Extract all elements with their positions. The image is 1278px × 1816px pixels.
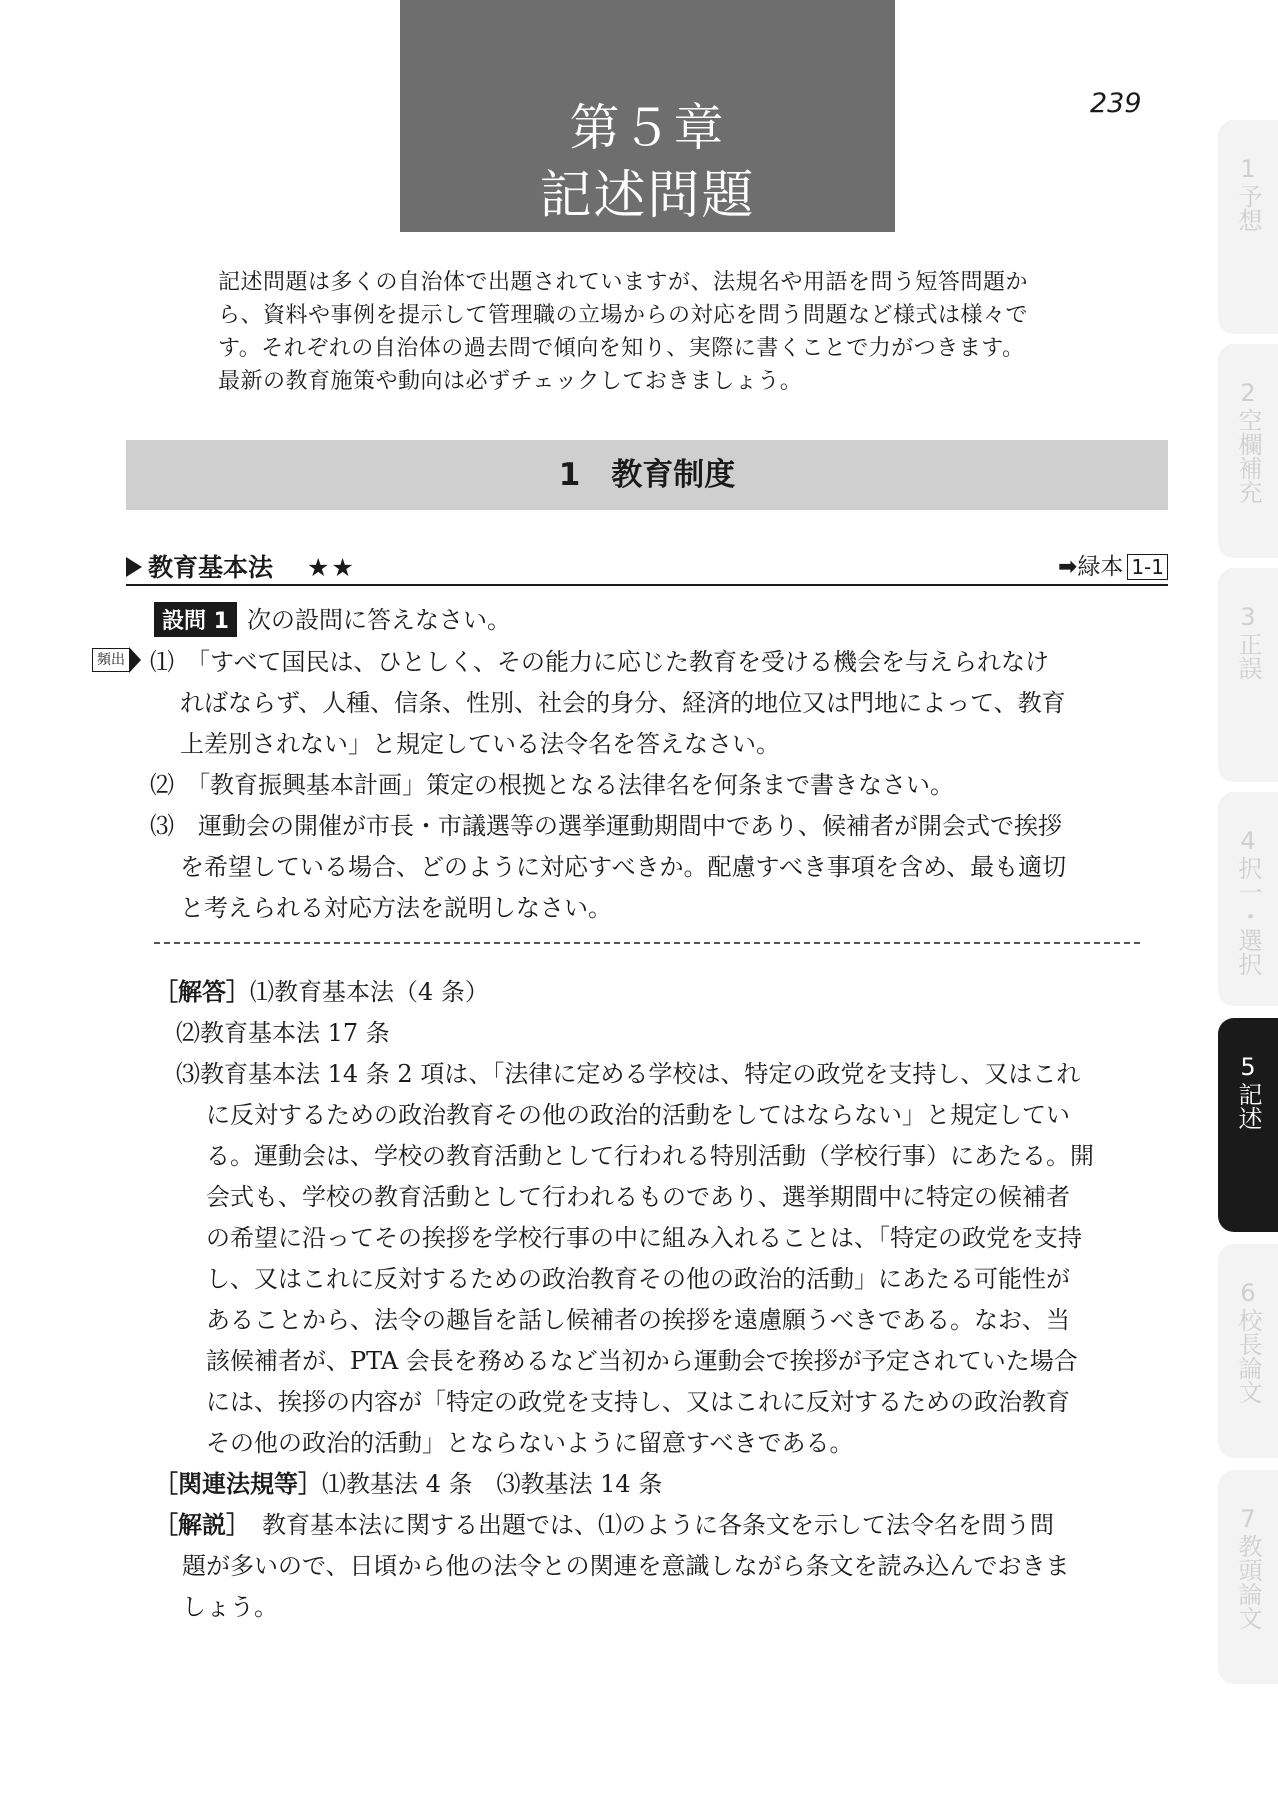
frequent-tag-label: 頻出 xyxy=(97,652,125,668)
answer-block xyxy=(154,972,1154,1628)
side-tab-2[interactable] xyxy=(1218,344,1278,558)
side-tab-1[interactable] xyxy=(1218,120,1278,334)
side-tab-5[interactable] xyxy=(1218,1018,1278,1232)
chapter-number: 第５章 xyxy=(569,99,726,157)
side-tab-label: 記述 xyxy=(1234,1082,1262,1130)
chapter-header xyxy=(400,0,895,232)
side-tab-number: 6 xyxy=(1240,1279,1256,1307)
question-instruction: 次の設問に答えなさい。 xyxy=(246,606,511,634)
explanation-line: 題が多いので、日頃から他の法令との関連を意識しながら条文を読み込んでおきま xyxy=(182,1552,1070,1580)
chapter-title: 記述問題 xyxy=(539,166,756,226)
question-body xyxy=(150,642,1150,929)
side-tab-number: 4 xyxy=(1240,827,1256,855)
side-tab-7[interactable] xyxy=(1218,1470,1278,1684)
reference-label: 緑本 xyxy=(1077,554,1124,580)
answer-3-line: ⑶教育基本法 14 条 2 項は、「法律に定める学校は、特定の政党を支持し、又はこれ xyxy=(176,1060,1081,1088)
question-line: と考えられる対応方法を説明しなさい。 xyxy=(180,894,612,922)
chapter-intro xyxy=(218,266,1098,398)
side-tab-4[interactable] xyxy=(1218,792,1278,1006)
side-tab-label: 正誤 xyxy=(1234,632,1262,680)
intro-line: 最新の教育施策や動向は必ずチェックしておきましょう。 xyxy=(218,369,803,394)
side-tab-label: 予想 xyxy=(1234,184,1262,232)
answer-3-line: 会式も、学校の教育活動として行われるものであり、選挙期間中に特定の候補者 xyxy=(206,1183,1070,1211)
side-tab-number: 7 xyxy=(1240,1505,1256,1533)
side-tab-label: 校長論文 xyxy=(1234,1308,1262,1404)
topic-heading xyxy=(126,548,1168,586)
question-heading xyxy=(154,600,511,637)
question-line: 上差別されない」と規定している法令名を答えなさい。 xyxy=(180,730,780,758)
answer-3-line: し、又はこれに反対するための政治教育その他の政治的活動」にあたる可能性が xyxy=(206,1265,1070,1293)
triangle-bullet-icon xyxy=(126,557,142,577)
reference-box: 1-1 xyxy=(1127,554,1168,580)
answer-3-line: その他の政治的活動」とならないように留意すべきである。 xyxy=(206,1429,854,1457)
side-tab-3[interactable] xyxy=(1218,568,1278,782)
related-laws-text: ⑴教基法 4 条 ⑶教基法 14 条 xyxy=(322,1470,663,1498)
arrow-tag-icon xyxy=(129,649,138,671)
section-title: 1 教育制度 xyxy=(126,440,1168,510)
question-badge: 設問 1 xyxy=(154,602,237,637)
question-line: ⑴ 「すべて国民は、ひとしく、その能力に応じた教育を受ける機会を与えられなけ xyxy=(150,648,1050,676)
topic-title: 教育基本法 xyxy=(148,553,274,582)
answer-3-line: 該候補者が、PTA 会長を務めるなど当初から運動会で挨拶が予定されていた場合 xyxy=(206,1347,1078,1375)
answer-3-line: る。運動会は、学校の教育活動として行われる特別活動（学校行事）にあたる。開 xyxy=(206,1142,1094,1170)
arrow-right-icon: ➡ xyxy=(1058,554,1078,580)
explanation-label: ［解説］ xyxy=(154,1511,238,1539)
side-tab-number: 2 xyxy=(1240,379,1256,407)
answer-3-line: に反対するための政治教育その他の政治的活動をしてはならない」と規定してい xyxy=(206,1101,1070,1129)
question-line: ⑵ 「教育振興基本計画」策定の根拠となる法律名を何条まで書きなさい。 xyxy=(150,771,954,799)
answer-3-line: には、挨拶の内容が「特定の政党を支持し、又はこれに反対するための政治教育 xyxy=(206,1388,1070,1416)
side-tab-number: 1 xyxy=(1240,155,1256,183)
side-tab-label: 教頭論文 xyxy=(1234,1534,1262,1630)
importance-stars: ★★ xyxy=(307,553,356,582)
intro-line: 記述問題は多くの自治体で出題されていますが、法規名や用語を問う短答問題か xyxy=(218,270,1029,295)
side-tab-6[interactable] xyxy=(1218,1244,1278,1458)
intro-line: ら、資料や事例を提示して管理職の立場からの対応を問う問題など様式は様々で xyxy=(218,303,1029,328)
answer-1: ⑴教育基本法（4 条） xyxy=(250,978,489,1006)
side-tab-label: 空欄補充 xyxy=(1234,408,1262,504)
answer-2: ⑵教育基本法 17 条 xyxy=(176,1019,390,1047)
side-tab-number: 5 xyxy=(1240,1053,1256,1081)
explanation-line: 教育基本法に関する出題では、⑴のように各条文を示して法令名を問う問 xyxy=(262,1511,1054,1539)
page-number: 239 xyxy=(1090,88,1142,119)
answer-3-line: の希望に沿ってその挨拶を学校行事の中に組み入れることは、「特定の政党を支持 xyxy=(206,1224,1082,1252)
explanation-line: しょう。 xyxy=(182,1593,278,1621)
reference xyxy=(1058,548,1168,581)
question-line: を希望している場合、どのように対応すべきか。配慮すべき事項を含め、最も適切 xyxy=(180,853,1067,881)
dashed-divider xyxy=(154,942,1140,944)
side-tab-number: 3 xyxy=(1240,603,1256,631)
answer-3-line: あることから、法令の趣旨を話し候補者の挨拶を遠慮願うべきである。なお、当 xyxy=(206,1306,1070,1334)
question-line: ればならず、人種、信条、性別、社会的身分、経済的地位又は門地によって、教育 xyxy=(180,689,1066,717)
frequent-tag xyxy=(92,648,129,672)
intro-line: す。それぞれの自治体の過去問で傾向を知り、実際に書くことで力がつきます。 xyxy=(218,336,1025,361)
answer-label: ［解答］ xyxy=(154,978,250,1006)
related-laws-label: ［関連法規等］ xyxy=(154,1470,322,1498)
question-line: ⑶ 運動会の開催が市長・市議選等の選挙運動期間中であり、候補者が開会式で挨拶 xyxy=(150,812,1062,840)
side-tab-label: 択一・選択 xyxy=(1234,856,1262,976)
